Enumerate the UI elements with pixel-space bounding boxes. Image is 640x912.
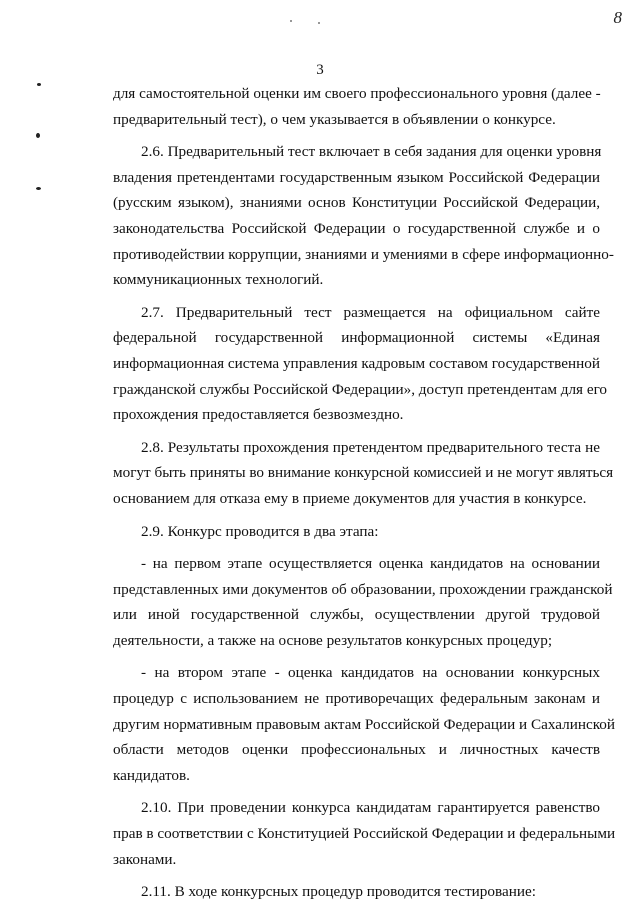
paragraph-2-10 (113, 795, 616, 872)
scan-artifact (36, 133, 40, 138)
text-line: коммуникационных технологий. (113, 271, 324, 289)
text-line: прохождения предоставляется безвозмездно. (113, 406, 404, 424)
text-line: представленных ими документов об образовании, прохождении гражданской (113, 580, 613, 598)
paragraph-continuation (113, 81, 600, 132)
paragraph-2-8 (113, 435, 614, 512)
text-line: кандидатов. (113, 766, 190, 784)
text-line: 2.9. Конкурс проводится в два этапа: (141, 522, 379, 540)
text-line: деятельности, а также на основе результатов конкурсных процедур; (113, 631, 553, 649)
text-line: прав в соответствии с Конституцией Российской Федерации и федеральными (113, 825, 616, 843)
list-item-stage-two (113, 660, 616, 788)
paragraph-2-11 (113, 879, 600, 905)
scan-artifact (318, 22, 320, 24)
scan-artifact (36, 187, 41, 190)
paragraph-2-9 (113, 519, 600, 545)
document-body (113, 81, 616, 912)
text-line: гражданской службы Российской Федерации», доступ претендентам для его (113, 380, 608, 398)
paragraph-2-7 (113, 300, 608, 428)
text-line: 2.11. В ходе конкурсных процедур проводится тестирование: (141, 883, 536, 901)
text-line: области методов оценки профессиональных и личностных качеств (113, 741, 600, 759)
handwritten-page-mark: 8 (613, 8, 622, 27)
text-line: федеральной государственной информационной системы «Единая (113, 329, 600, 347)
scan-artifact (37, 83, 41, 86)
text-line: 2.10. При проведении конкурса кандидатам гарантируется равенство (141, 799, 600, 817)
text-line: основанием для отказа ему в приеме документов для участия в конкурсе. (113, 489, 587, 507)
text-line: процедур с использованием не противоречащих федеральным законам и (113, 690, 600, 708)
text-line: 2.8. Результаты прохождения претендентом предварительного теста не (141, 438, 600, 456)
text-line: законами. (113, 850, 177, 868)
text-line: владения претендентами государственным языком Российской Федерации (113, 168, 600, 186)
list-item-stage-one (113, 551, 613, 653)
text-line: 2.6. Предварительный тест включает в себя задания для оценки уровня (141, 143, 602, 161)
text-line: другим нормативным правовым актам Российской Федерации и Сахалинской (113, 715, 616, 733)
text-line: - на первом этапе осуществляется оценка кандидатов на основании (141, 555, 600, 573)
text-line: - на втором этапе - оценка кандидатов на основании конкурсных (141, 664, 600, 682)
text-line: законодательства Российской Федерации о государственной службе и о (113, 219, 600, 237)
paragraph-2-6 (113, 139, 614, 293)
text-line: информационная система управления кадровым составом государственной (113, 354, 600, 372)
text-line: предварительный тест), о чем указывается в объявлении о конкурсе. (113, 110, 556, 128)
text-line: или иной государственной службы, осуществлении другой трудовой (113, 606, 600, 624)
page-number: 3 (316, 62, 324, 78)
text-line: могут быть приняты во внимание конкурсной комиссией и не могут являться (113, 464, 614, 482)
scan-artifact (290, 20, 292, 22)
text-line: противодействии коррупции, знаниями и умениями в сфере информационно- (113, 245, 614, 263)
text-line: (русским языком), знаниями основ Конституции Российской Федерации, (113, 194, 600, 212)
text-line: для самостоятельной оценки им своего профессионального уровня (далее - (113, 85, 601, 102)
text-line: 2.7. Предварительный тест размещается на официальном сайте (141, 303, 600, 321)
